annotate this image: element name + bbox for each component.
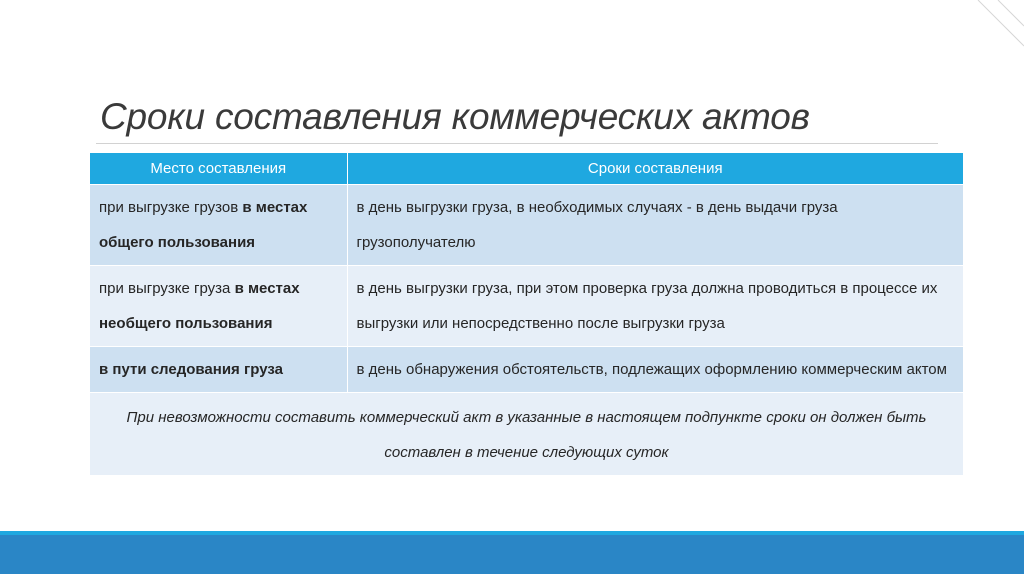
- header-term: Сроки составления: [347, 153, 963, 185]
- place-text: при выгрузке грузов: [99, 199, 243, 216]
- place-bold-text: в местах необщего пользования: [99, 280, 300, 332]
- place-text: при выгрузке груза: [99, 280, 235, 297]
- footer-bar: [0, 531, 1024, 574]
- title-divider: [96, 143, 938, 144]
- cell-place: [90, 347, 347, 393]
- terms-table: [90, 153, 963, 475]
- table-row: [90, 347, 963, 393]
- cell-term: в день обнаружения обстоятельств, подлежащих оформлению коммерческим актом: [347, 347, 963, 393]
- corner-decoration: [968, 0, 1024, 100]
- place-bold-text: в пути следования груза: [99, 361, 283, 378]
- place-bold-text: в местах общего пользования: [99, 199, 308, 251]
- table-row: [90, 185, 963, 266]
- cell-place: [90, 185, 347, 266]
- note-text: При невозможности составить коммерческий акт в указанные в настоящем подпункте сроки он должен быть составлен в течение следующих суток: [90, 393, 963, 476]
- footer-accent-line: [0, 531, 1024, 535]
- cell-place: [90, 266, 347, 347]
- table-header-row: [90, 153, 963, 185]
- slide-title: Сроки составления коммерческих актов: [100, 96, 810, 137]
- header-place: Место составления: [90, 153, 347, 185]
- table-note-row: [90, 393, 963, 476]
- cell-term: в день выгрузки груза, при этом проверка груза должна проводиться в процессе их выгрузки или непосредственно после выгрузки груза: [347, 266, 963, 347]
- cell-term: в день выгрузки груза, в необходимых случаях - в день выдачи груза грузополучателю: [347, 185, 963, 266]
- table-row: [90, 266, 963, 347]
